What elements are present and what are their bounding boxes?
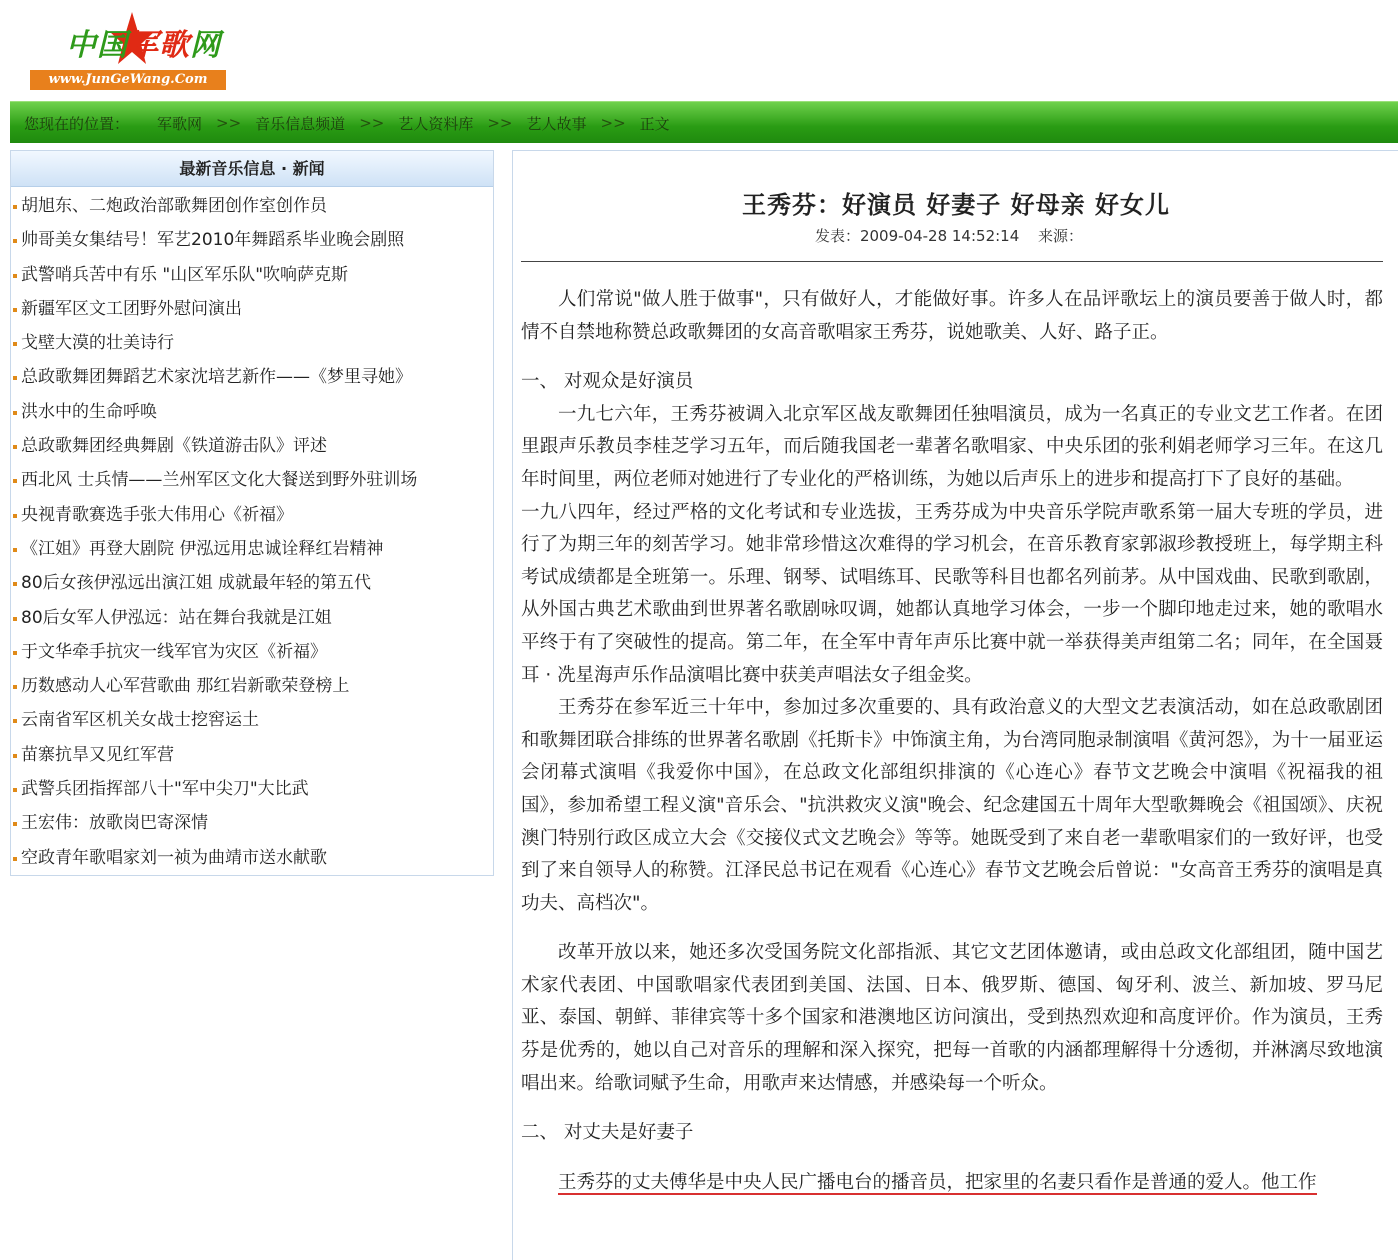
article-section-heading: 一、 对观众是好演员	[521, 371, 694, 393]
news-link[interactable]: 胡旭东、二炮政治部歌舞团创作室创作员	[11, 189, 493, 223]
article-source: 来源：	[1038, 227, 1084, 245]
news-link[interactable]: 苗寨抗旱又见红军营	[11, 738, 493, 772]
breadcrumb-item-home[interactable]: 军歌网	[157, 114, 203, 133]
article-body	[521, 284, 1383, 1199]
article-title: 王秀芬：好演员 好妻子 好母亲 好女儿	[741, 191, 1171, 219]
news-link[interactable]: 新疆军区文工团野外慰问演出	[11, 292, 493, 326]
article-meta	[513, 225, 1398, 246]
news-link[interactable]: 云南省军区机关女战士挖窖运土	[11, 703, 493, 737]
breadcrumb-separator: >>	[487, 114, 513, 132]
news-link[interactable]: 总政歌舞团经典舞剧《铁道游击队》评述	[11, 429, 493, 463]
news-link[interactable]: 戈壁大漠的壮美诗行	[11, 326, 493, 360]
news-link[interactable]: 于文华牵手抗灾一线军官为灾区《祈福》	[11, 635, 493, 669]
logo-url: www.JunGeWang.Com	[30, 70, 226, 90]
article-paragraph: 改革开放以来，她还多次受国务院文化部指派、其它文艺团体邀请，或由总政文化部组团，随中国艺术家代表团、中国歌唱家代表团到美国、法国、日本、俄罗斯、德国、匈牙利、波兰、新加坡、罗马尼亚、泰国、朝鲜、菲律宾等十多个国家和港澳地区访问演出，受到热烈欢迎和高度评价。作为演员，王秀芬是优秀的，她以自己对音乐的理解和深入探究，把每一首歌的内涵都理解得十分透彻，并淋漓尽致地演唱出来。给歌词赋予生命，用歌声来达情感，并感染每一个听众。	[521, 942, 1383, 1094]
breadcrumb-item-artist-stories[interactable]: 艺人故事	[526, 114, 587, 133]
breadcrumb-separator: >>	[216, 114, 242, 132]
highlighted-text: 王秀芬的丈夫傅华是中央人民广播电台的播音员，把家里的名妻只看作是普通的爱人。他工作	[558, 1171, 1317, 1193]
article-panel	[512, 150, 1398, 1260]
article-paragraph: 一九八四年，经过严格的文化考试和专业选拔，王秀芬成为中央音乐学院声歌系第一届大专班的学员，进行了为期三年的刻苦学习。她非常珍惜这次难得的学习机会，在音乐教育家郭淑珍教授班上，每学期主科考试成绩都是全班第一。乐理、钢琴、试唱练耳、民歌等科目也都名列前茅。从中国戏曲、民歌到歌剧，从外国古典艺术歌曲到世界著名歌剧咏叹调，她都认真地学习体会，一步一个脚印地走过来，她的歌唱水平终于有了突破性的提高。第二年，在全军中青年声乐比赛中就一举获得美声组第二名；同年，在全国聂耳 · 冼星海声乐作品演唱比赛中获美声唱法女子组金奖。	[521, 501, 1383, 686]
article-divider	[521, 261, 1383, 262]
breadcrumb-prefix: 您现在的位置：	[24, 114, 130, 133]
breadcrumb-separator: >>	[359, 114, 385, 132]
news-link[interactable]: 《江姐》再登大剧院 伊泓远用忠诚诠释红岩精神	[11, 532, 493, 566]
news-link[interactable]: 历数感动人心军营歌曲 那红岩新歌荣登榜上	[11, 669, 493, 703]
news-link[interactable]: 洪水中的生命呼唤	[11, 395, 493, 429]
news-link[interactable]: 80后女军人伊泓远：站在舞台我就是江姐	[11, 601, 493, 635]
news-link[interactable]: 央视青歌赛选手张大伟用心《祈福》	[11, 498, 493, 532]
sidebar-news	[10, 150, 494, 876]
news-link[interactable]: 武警兵团指挥部八十"军中尖刀"大比武	[11, 772, 493, 806]
article-paragraph: 王秀芬在参军近三十年中，参加过多次重要的、具有政治意义的大型文艺表演活动，如在总政歌剧团和歌舞团联合排练的世界著名歌剧《托斯卡》中饰演主角，为台湾同胞录制演唱《黄河怨》，为十一届亚运会闭幕式演唱《我爱你中国》，在总政文化部组织排演的《心连心》春节文艺晚会中演唱《祝福我的祖国》，参加希望工程义演"音乐会、"抗洪救灾义演"晚会、纪念建国五十周年大型歌舞晚会《祖国颂》、庆祝澳门特别行政区成立大会《交接仪式文艺晚会》等等。她既受到了来自老一辈歌唱家们的一致好评，也受到了来自领导人的称赞。江泽民总书记在观看《心连心》春节文艺晚会后曾说："女高音王秀芬的演唱是真功夫、高档次"。	[521, 697, 1383, 914]
article-paragraph: 人们常说"做人胜于做事"，只有做好人，才能做好事。许多人在品评歌坛上的演员要善于做人时，都情不自禁地称赞总政歌舞团的女高音歌唱家王秀芬，说她歌美、人好、路子正。	[521, 289, 1383, 343]
site-header	[0, 0, 1398, 100]
news-link[interactable]: 武警哨兵苦中有乐 "山区军乐队"吹响萨克斯	[11, 258, 493, 292]
article-published: 发表：2009-04-28 14:52:14	[814, 227, 1020, 245]
breadcrumb	[24, 102, 670, 144]
breadcrumb-item-artist-database[interactable]: 艺人资料库	[398, 114, 474, 133]
article-paragraph	[521, 1167, 1383, 1200]
article-paragraph: 一九七六年，王秀芬被调入北京军区战友歌舞团任独唱演员，成为一名真正的专业文艺工作者。在团里跟声乐教员李桂芝学习五年，而后随我国老一辈著名歌唱家、中央乐团的张利娟老师学习三年。在这几年时间里，两位老师对她进行了专业化的严格训练，为她以后声乐上的进步和提高打下了良好的基础。	[521, 403, 1383, 490]
article-section-heading: 二、 对丈夫是好妻子	[521, 1122, 694, 1144]
site-logo[interactable]	[28, 18, 228, 94]
news-link[interactable]: 总政歌舞团舞蹈艺术家沈培艺新作——《梦里寻她》	[11, 360, 493, 394]
logo-text: 中国军歌网	[66, 28, 221, 63]
news-link[interactable]: 帅哥美女集结号！军艺2010年舞蹈系毕业晚会剧照	[11, 223, 493, 257]
news-list	[11, 187, 493, 875]
breadcrumb-item-music-channel[interactable]: 音乐信息频道	[255, 114, 346, 133]
news-link[interactable]: 王宏伟：放歌岗巴寄深情	[11, 806, 493, 840]
news-link[interactable]: 西北风 士兵情——兰州军区文化大餐送到野外驻训场	[11, 463, 493, 497]
news-link[interactable]: 空政青年歌唱家刘一祯为曲靖市送水献歌	[11, 841, 493, 875]
sidebar-title: 最新音乐信息 · 新闻	[11, 151, 493, 187]
breadcrumb-separator: >>	[600, 114, 626, 132]
breadcrumb-item-current: 正文	[639, 114, 670, 133]
news-link[interactable]: 80后女孩伊泓远出演江姐 成就最年轻的第五代	[11, 566, 493, 600]
breadcrumb-bar	[10, 101, 1398, 143]
